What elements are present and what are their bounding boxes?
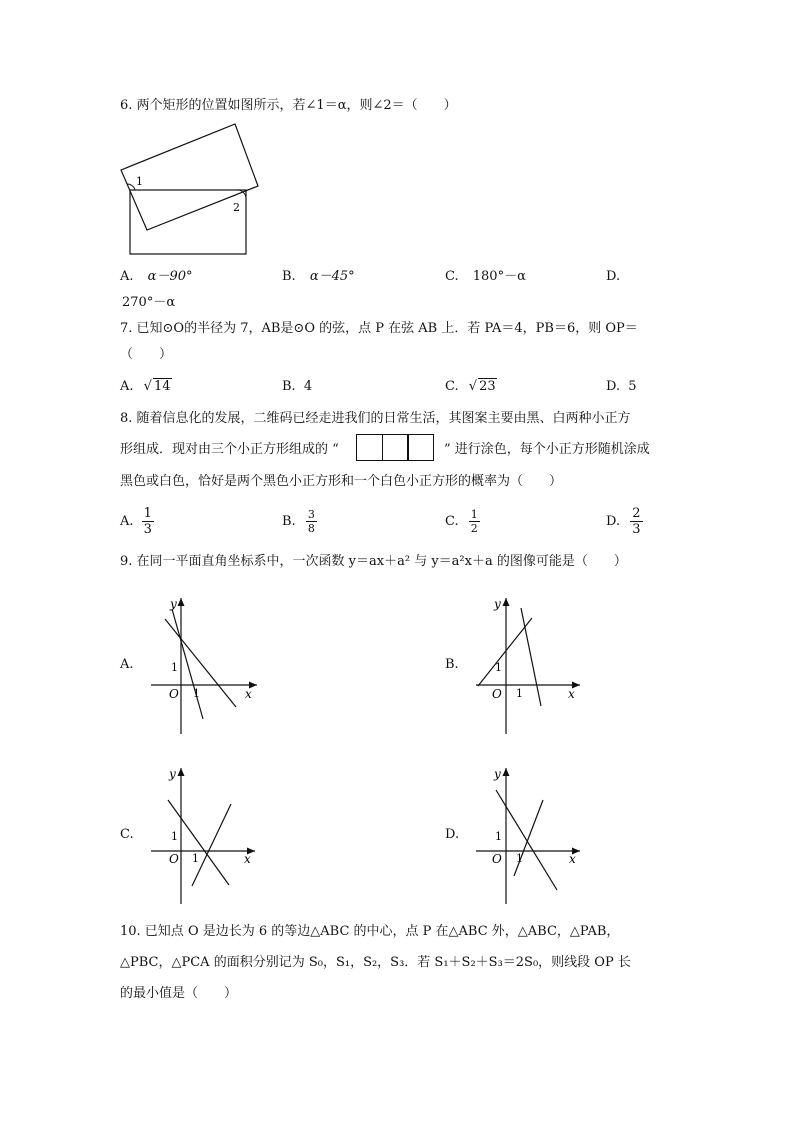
q7-option-c: C. √ 23 <box>445 379 496 394</box>
q6-rectangles-figure <box>115 118 265 260</box>
x-axis-label: x <box>245 687 252 701</box>
q9-graph-a <box>145 592 265 737</box>
y-axis-label: y <box>494 597 501 611</box>
y-axis-label: y <box>169 767 176 781</box>
y-axis-label: y <box>494 767 501 781</box>
q9-graph-c <box>145 762 265 907</box>
origin-label: O <box>169 852 179 866</box>
x-axis-label: x <box>244 852 251 866</box>
q9-graph-d <box>470 762 590 907</box>
square-cell <box>407 434 434 461</box>
y-axis-arrow <box>178 768 185 776</box>
q8-option-a: A. $\frac{1}{3}$ <box>120 506 152 537</box>
origin-label: O <box>492 687 502 701</box>
x-axis-label: x <box>568 687 575 701</box>
square-cell <box>356 434 383 461</box>
q8-line2-pre: 形组成．现对由三个小正方形组成的 “ <box>120 442 339 457</box>
line-graph <box>478 618 532 686</box>
q9-option-d-letter: D. <box>445 827 460 842</box>
line-graph <box>192 804 231 886</box>
x-tick-label: 1 <box>192 852 199 865</box>
q8-option-b: B. $\frac{3}{8}$ <box>282 508 315 535</box>
origin-label: O <box>169 687 179 701</box>
q6-option-c: C. 180°－α <box>445 269 526 284</box>
q8-line2-post: ” 进行涂色，每个小正方形随机涂成 <box>444 442 650 457</box>
y-tick-label: 1 <box>171 661 178 674</box>
q6-option-b: B. α－45° <box>282 269 355 284</box>
q7-option-a: A. √ 14 <box>120 379 171 394</box>
q6-stem: 6. 两个矩形的位置如图所示，若∠1＝α，则∠2＝（ ） <box>120 98 457 113</box>
angle2-label: 2 <box>233 201 240 214</box>
q10-line2: △PBC，△PCA 的面积分别记为 S₀，S₁，S₂，S₃．若 S₁＋S₂＋S₃＝2S₀，则线段 OP 长 <box>120 955 631 970</box>
x-tick-label: 1 <box>516 687 523 700</box>
y-axis-arrow <box>178 598 185 606</box>
q7-stem: 7. 已知⊙O的半径为 7，AB是⊙O 的弦，点 P 在弦 AB 上．若 PA＝4，PB＝6，则 OP＝ <box>120 321 638 336</box>
q9-option-b-letter: B. <box>445 657 459 672</box>
q9-stem: 9. 在同一平面直角坐标系中，一次函数 y＝ax＋a² 与 y＝a²x＋a 的图像可能是（ ） <box>120 554 627 569</box>
q7-option-b: B. 4 <box>282 379 313 394</box>
y-axis-arrow <box>503 768 510 776</box>
lower-rectangle <box>130 190 246 254</box>
line-graph <box>514 800 543 876</box>
q6-option-a: A. α－90° <box>120 269 193 284</box>
origin-label: O <box>492 852 502 866</box>
q7-paren: （ ） <box>120 347 173 362</box>
q6-option-d-letter: D. <box>606 269 621 284</box>
y-axis-arrow <box>503 598 510 606</box>
q7-option-d: D. 5 <box>606 379 637 394</box>
three-squares-figure <box>356 434 434 461</box>
q8-option-c: C. $\frac{1}{2}$ <box>445 508 478 535</box>
line-graph <box>521 608 541 706</box>
q8-line3: 黑色或白色，恰好是两个黑色小正方形和一个白色小正方形的概率为（ ） <box>120 474 563 489</box>
angle1-label: 1 <box>136 175 143 188</box>
y-tick-label: 1 <box>495 661 502 674</box>
q9-graph-b <box>470 592 590 737</box>
y-tick-label: 1 <box>495 830 502 843</box>
q10-line1: 10. 已知点 O 是边长为 6 的等边△ABC 的中心，点 P 在△ABC 外，△ABC，△PAB， <box>120 924 620 939</box>
q8-line1: 8. 随着信息化的发展，二维码已经走进我们的日常生活，其图案主要由黑、白两种小正方 <box>120 411 631 426</box>
q6-option-d-expr: 270°－α <box>122 295 176 310</box>
y-tick-label: 1 <box>171 830 178 843</box>
square-cell <box>382 434 409 461</box>
q9-option-a-letter: A. <box>120 657 134 672</box>
x-tick-label: 1 <box>516 852 523 865</box>
q10-line3: 的最小值是（ ） <box>120 986 238 1001</box>
x-tick-label: 1 <box>193 687 200 700</box>
x-axis-label: x <box>569 852 576 866</box>
y-axis-label: y <box>170 597 177 611</box>
q8-option-d: D. $\frac{2}{3}$ <box>606 506 641 537</box>
q9-option-c-letter: C. <box>120 827 134 842</box>
line-graph <box>496 790 557 890</box>
